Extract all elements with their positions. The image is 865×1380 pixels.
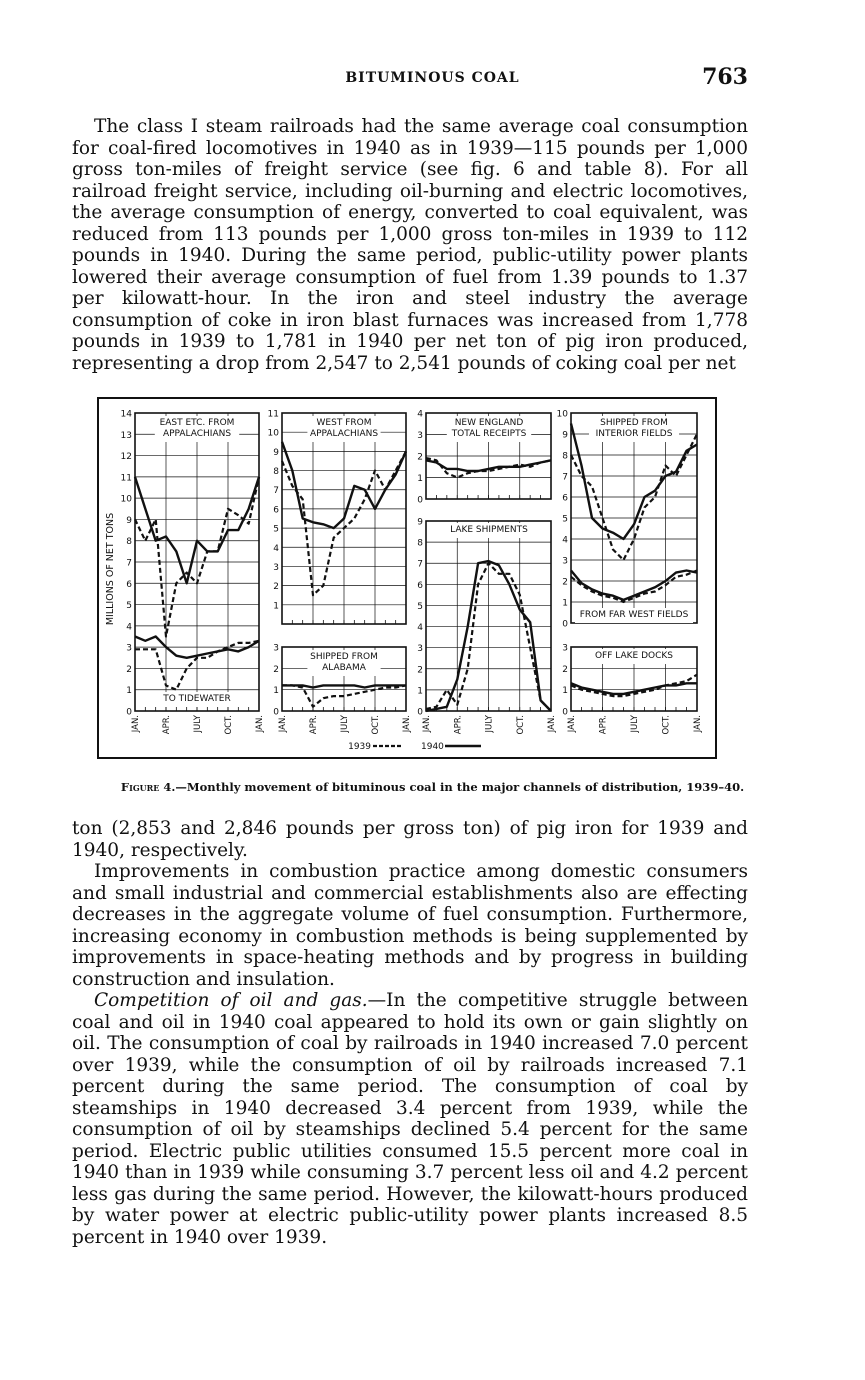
new-england-panel-y-tick-label: 3 <box>417 431 423 441</box>
figure-caption-label: Figure 4. <box>120 780 176 794</box>
lake-shipments-panel-y-tick-label: 9 <box>417 517 423 528</box>
east-panel-y-tick-label: 14 <box>120 409 132 420</box>
lake-shipments-panel-y-tick-label: 5 <box>417 601 423 612</box>
lake-docks-panel-y-tick-label: 1 <box>562 686 568 697</box>
new-england-panel-y-tick-label: 1 <box>417 474 423 484</box>
x-tick-label-col4: JAN. <box>567 715 577 733</box>
x-tick-label-col3: OCT. <box>515 715 526 735</box>
east-panel-y-tick-label: 7 <box>126 558 132 569</box>
west-panel-y-tick-label: 7 <box>273 486 279 497</box>
alabama-label: ALABAMA <box>322 663 366 673</box>
y-axis-title: MILLIONS OF NET TONS <box>105 512 116 626</box>
east-panel-y-tick-label: 6 <box>126 579 132 590</box>
x-tick-label-col2: JULY <box>340 715 350 733</box>
lake-shipments-label: LAKE SHIPMENTS <box>450 525 528 535</box>
east-panel-y-tick-label: 1 <box>126 686 132 697</box>
figure-caption-text: —Monthly movement of bituminous coal in the major channels of distribution, 1939–40. <box>175 780 745 794</box>
alabama-panel-y-tick-label: 0 <box>273 707 279 718</box>
west-panel-y-tick-label: 8 <box>273 467 279 478</box>
figure-chart <box>99 399 715 757</box>
east-panel-y-tick-label: 9 <box>126 515 132 526</box>
lake-shipments-panel-y-tick-label: 6 <box>417 580 423 591</box>
new-england-label: NEW ENGLAND <box>454 418 524 428</box>
x-tick-label-col2: JAN. <box>278 715 288 733</box>
alabama-panel-y-tick-label: 3 <box>273 643 279 654</box>
x-tick-label-col1: JAN. <box>131 715 141 733</box>
east-panel-y-tick-label: 10 <box>120 494 132 505</box>
alabama-label: SHIPPED FROM <box>310 652 378 662</box>
legend-1940-label: 1940 <box>421 742 444 752</box>
east-panel-y-tick-label: 13 <box>120 430 132 441</box>
x-tick-label-col1: JAN. <box>255 715 265 733</box>
paragraph-4 <box>72 990 748 1248</box>
east-panel-label: EAST ETC. FROM <box>159 418 235 428</box>
west-panel-y-tick-label: 3 <box>273 562 279 573</box>
west-panel-y-tick-label: 6 <box>273 505 279 516</box>
x-tick-label-col2: JAN. <box>402 715 412 733</box>
figure-caption <box>72 780 793 794</box>
interior-panel-y-tick-label: 1 <box>562 598 568 609</box>
east-panel-y-tick-label: 2 <box>126 664 132 675</box>
interior-label: SHIPPED FROM <box>600 418 668 428</box>
interior-panel-y-tick-label: 5 <box>562 514 568 525</box>
interior-panel-y-tick-label: 0 <box>562 619 568 630</box>
west-panel-label: WEST FROM <box>316 418 372 428</box>
far-west-label: FROM FAR WEST FIELDS <box>579 610 689 620</box>
x-tick-label-col3: JAN. <box>547 715 557 733</box>
east-panel-y-tick-label: 8 <box>126 537 132 548</box>
east-panel-y-tick-label: 5 <box>126 601 132 612</box>
new-england-panel-y-tick-label: 0 <box>417 495 423 506</box>
west-panel-y-tick-label: 9 <box>273 447 279 458</box>
alabama-panel-y-tick-label: 2 <box>273 664 279 675</box>
interior-panel-y-tick-label: 6 <box>562 493 568 504</box>
x-tick-label-col4: OCT. <box>661 715 672 735</box>
east-panel-y-tick-label: 0 <box>126 707 132 718</box>
interior-panel-y-tick-label: 8 <box>562 451 568 462</box>
lake-shipments-panel-y-tick-label: 4 <box>417 623 423 634</box>
interior-panel-y-tick-label: 2 <box>562 577 568 588</box>
x-tick-label-col3: APR. <box>453 715 464 735</box>
interior-panel-y-tick-label: 4 <box>562 535 568 546</box>
west-panel-y-tick-label: 2 <box>273 582 279 593</box>
x-tick-label-col1: JULY <box>193 715 203 733</box>
lake-docks-panel-y-tick-label: 2 <box>562 664 568 675</box>
lake-docks-panel-y-tick-label: 0 <box>562 707 568 718</box>
east-panel-y-tick-label: 11 <box>120 473 132 484</box>
paragraph-1: The class I steam railroads had the same average coal consumption for coal-fired locomotives in 1940 as in 1939—115 pounds per 1,000 gross ton-miles of freight service (see fig. 6 and table 8). For all railroad freight service, including oil-burning and electric locomotives, the average consumption of energy, converted to coal equivalent, was reduced from 113 pounds per 1,000 gross ton-miles in 1939 to 112 pounds in 1940. During the same period, public-utility power plants lowered their average consumption of fuel from 1.39 pounds to 1.37 per kilowatt-hour. In the iron and steel industry the average consumption of coke in iron blast furnaces was increased from 1,778 pounds in 1939 to 1,781 in 1940 per net ton of pig iron produced, representing a drop from 2,547 to 2,541 pounds of coking coal per net <box>72 116 748 374</box>
lake-shipments-panel-y-tick-label: 3 <box>417 644 423 655</box>
x-tick-label-col2: OCT. <box>371 715 381 735</box>
east-panel-y-tick-label: 3 <box>126 643 132 654</box>
lake-shipments-panel-y-tick-label: 8 <box>417 538 423 549</box>
paragraph-3: Improvements in combustion practice among domestic consumers and small industrial and commercial establishments also are effecting decreases in the aggregate volume of fuel consumption. Furthermore, increasing economy in combustion methods is being supplemented by improvements in space-heating methods and by progress in building construction and insulation. <box>72 861 748 990</box>
x-tick-label-col4: APR. <box>598 715 609 735</box>
lake-shipments-panel-y-tick-label: 2 <box>417 665 423 676</box>
new-england-label: TOTAL RECEIPTS <box>451 429 527 439</box>
lake-docks-label: OFF LAKE DOCKS <box>594 651 674 661</box>
west-panel-y-tick-label: 10 <box>267 428 279 439</box>
lake-shipments-panel-y-tick-label: 7 <box>417 559 423 570</box>
paragraph-4-body: —In the competitive struggle between coal and oil in 1940 coal appeared to hold its own or gain slightly on oil. The consumption of coal by railroads in 1940 increased 7.0 percent over 1939, while the consumption of oil by railroads increased 7.1 percent during the same period. The consumption of coal by steamships in 1940 decreased 3.4 percent from 1939, while the consumption of oil by steamships declined 5.4 percent for the same period. Electric public utilities consumed 15.5 percent more coal in 1940 than in 1939 while consuming 3.7 percent less oil and 4.2 percent less gas during the same period. However, the kilowatt-hours produced by water power at electric public-utility power plants increased 8.5 percent in 1940 over 1939. <box>72 990 748 1248</box>
lake-shipments-panel-y-tick-label: 1 <box>417 686 423 697</box>
west-panel-y-tick-label: 1 <box>273 601 279 612</box>
new-england-panel-y-tick-label: 4 <box>417 409 423 420</box>
x-tick-label-col4: JAN. <box>693 715 703 733</box>
page-number: 763 <box>702 64 748 90</box>
east-panel-y-tick-label: 12 <box>120 452 132 463</box>
alabama-panel-y-tick-label: 1 <box>273 686 279 697</box>
x-tick-label-col1: APR. <box>162 715 172 735</box>
lake-shipments-panel-y-tick-label: 0 <box>417 707 423 718</box>
paragraph-2: ton (2,853 and 2,846 pounds per gross ton) of pig iron for 1939 and 1940, respectively. <box>72 818 748 861</box>
x-tick-label-col1: OCT. <box>224 715 234 735</box>
page-header-title: BITUMINOUS COAL <box>345 70 520 86</box>
x-tick-label-col3: JULY <box>484 715 495 733</box>
west-panel-y-tick-label: 5 <box>273 524 279 535</box>
interior-panel-y-tick-label: 9 <box>562 430 568 441</box>
x-tick-label-col4: JULY <box>630 715 640 733</box>
interior-label: INTERIOR FIELDS <box>595 429 673 439</box>
lake-docks-panel-y-tick-label: 3 <box>562 643 568 654</box>
east-panel-label: APPALACHIANS <box>162 429 232 439</box>
legend-1939-label: 1939 <box>348 742 371 752</box>
interior-panel-y-tick-label: 7 <box>562 472 568 483</box>
interior-panel-y-tick-label: 3 <box>562 556 568 567</box>
interior-panel-y-tick-label: 10 <box>556 409 568 420</box>
west-panel-label: APPALACHIANS <box>309 429 379 439</box>
tidewater-label: TO TIDEWATER <box>163 694 231 704</box>
figure-frame <box>97 397 717 759</box>
x-tick-label-col3: JAN. <box>422 715 432 733</box>
west-panel-y-tick-label: 4 <box>273 543 279 554</box>
west-panel-y-tick-label: 11 <box>267 409 279 420</box>
x-tick-label-col2: APR. <box>309 715 319 735</box>
new-england-panel-y-tick-label: 2 <box>417 452 423 463</box>
east-panel-y-tick-label: 4 <box>126 622 132 633</box>
section-heading: Competition of oil and gas. <box>94 990 368 1011</box>
